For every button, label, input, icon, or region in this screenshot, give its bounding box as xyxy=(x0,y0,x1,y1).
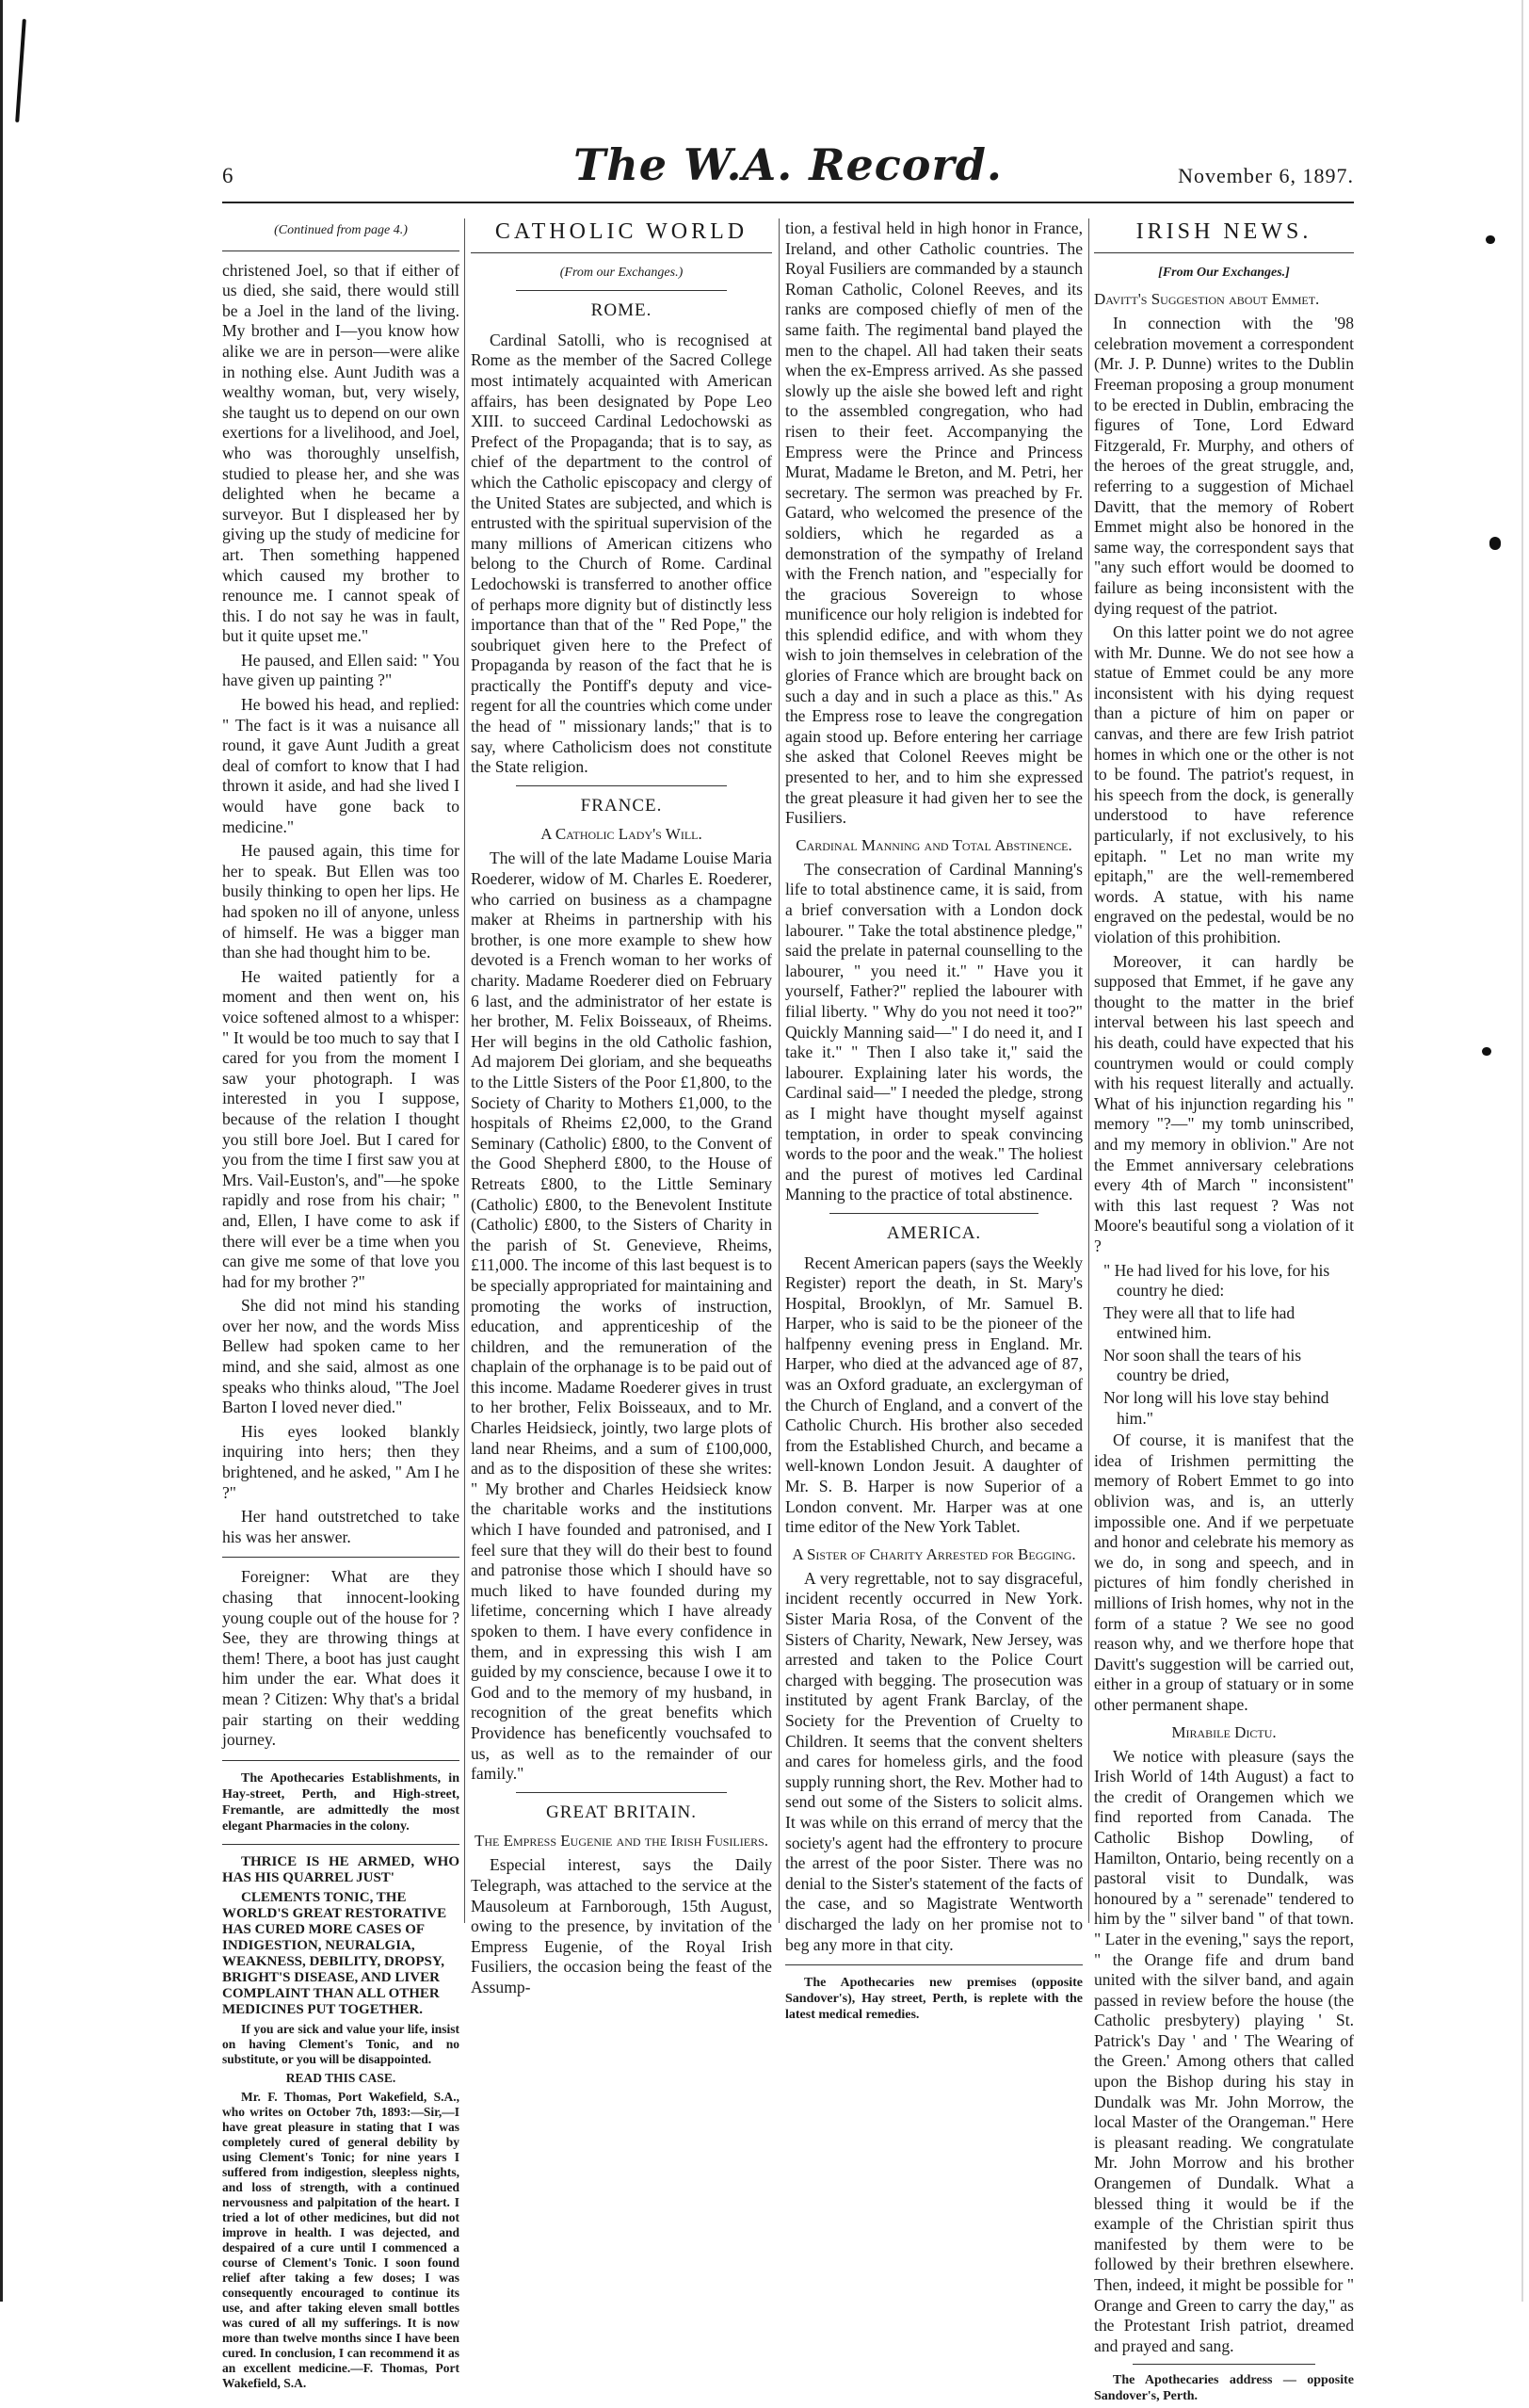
manning-article: The consecration of Cardinal Manning's life to total abstinence came, it is said, from a brief conversation with a London dock labourer. " Take the total abstinence pledge," said the prelate in paternal counselling to the labourer, " you need it." " Have you it yourself, Father?" replied the labourer with filial liberty. " Why do you not need it too?" Quickly Manning said—" I do need it, and I take it." " Then I also take it," said the labourer. Explaining later his words, the Cardinal said—" I needed the pledge, strong as I might have thought myself against temptation, in order to speak convincing words to the poor and the weak." The holiest and the purest of motives led Cardinal Manning to the practice of total abstinence. xyxy=(785,859,1083,1204)
empress-article: Especial interest, says the Daily Telegraph, was attached to the service at the Mausoleum at Farnborough, 15th August, owing to the presence, by invitation of the Empress Eugenie, of the Royal Irish Fusiliers, the occasion being the feast of the Assump- xyxy=(471,1855,772,1996)
empress-article-cont: tion, a festival held in high honor in France, Ireland, and other Catholic countries. The Royal Fusiliers are commanded by a staunch Roman Catholic, Colonel Reeves, and its ranks are composed chiefly of men of the same faith. The regimental band played the men to the chapel. All had taken their seats when the ex-Empress arrived. As she passed slowly up the aisle she bowed left and right to the assembled congregation, who had risen to their feet. Accompanying the Empress were the Prince and Princess Murat, Madame le Breton, and M. Petri, her secretary. The sermon was preached by Fr. Gatard, who welcomed the presence of the soldiers, which he regarded as a demonstration of the sympathy of Ireland with the French nation, and "especially for the gracious Sovereign to whose munificence our holy religion is indebted for this splendid edifice, and with whom they wish to join themselves in celebration of the glories of France which are brought back on such a day and in such a place as this." As the Empress rose to leave the congregation again stood up. Before entering her carriage she asked that Colonel Reeves might be presented to her, and to him she expressed the great pleasure it had given her to see the Fusiliers. xyxy=(785,218,1083,828)
divider xyxy=(1094,252,1354,253)
column-rule xyxy=(1088,218,1089,1923)
tonic-ad-body: CLEMENTS TONIC, THE WORLD'S GREAT RESTORATIVE HAS CURED MORE CASES OF INDIGESTION, NEURALGIA, WEAKNESS, DEBILITY, DROPSY, BRIGHT'S DISEASE, AND LIVER COMPLAINT THAN ALL OTHER MEDICINES PUT TOGETHER. xyxy=(222,1889,447,2017)
poem-line: Nor long will his love stay behind him." xyxy=(1103,1388,1329,1428)
section-heading: IRISH NEWS. xyxy=(1135,219,1312,244)
america-heading: AMERICA. xyxy=(886,1222,982,1243)
column-catholic-world xyxy=(471,218,772,2002)
will-heading: A Catholic Lady's Will. xyxy=(540,825,702,844)
tonic-ad-note: If you are sick and value your life, insist on having Clement's Tonic, and no substitute, or you will be disappointed. xyxy=(222,2021,459,2066)
mirabile-article: We notice with pleasure (says the Irish World of 14th August) a fact to the credit of Orangemen which we find reported from Canada. The Catholic Bishop Dowling, of Hamilton, Ontario, being recently on a pastoral visit to Dundalk, was honoured by a " serenade" tendered to him by the " silver band " of that town. " Later in the evening," says the report, " the Orange fife and drum band united with the silver band, and again passed in review before the house (the Catholic presbytery) playing ' St. Patrick's Day ' and ' The Wearing of the Green.' Among others that called upon the Bishop during his stay in Dundalk was Mr. John Morrow, the local Master of the Orangeman." Here is pleasant reading. We congratulate Mr. John Morrow and his brother Orangemen of Dundalk. What a blessed thing it would be if the example of the Christian spirit thus manifested by them were to be followed by their brethren elsewhere. Then, indeed, it might be possible for " Orange and Green to carry the day," as the Protestant Irish patriot, dreamed and prayed and sang. xyxy=(1094,1746,1354,2355)
page-edge-right xyxy=(1521,0,1523,2302)
emmet-paragraph: On this latter point we do not agree with Mr. Dunne. We do not see how a statue of Emmet could be any more inconsistent with his dying request than a picture of him on paper or canvas, and there are few Irish patriot homes in which one or the other is not to be found. The patriot's request, in his speech from the dock, is generally understood to have reference particularly, if not exclusively, to his epitaph. " Let no man write my epitaph," are the well-remembered words. A statue, with his name engraved on the pedestal, would be no violation of this prohibition. xyxy=(1094,622,1354,946)
story-paragraph: christened Joel, so that if either of us died, she said, there would still be a Joel in the land of the living. My brother and I—you know how alike we are in person—were alike in nothing else. Aunt Judith was a wealthy woman, but, very wisely, she taught us to depend on our own exertions for a livelihood, and Joel, who was thoroughly unselfish, studied to please her, and she was delighted when he became a surveyor. But I displeased her by giving up the study of medicine for art. Then something happened which caused my brother to renounce me. I cannot speak of this. I do not say he was in fault, but it quite upset me." xyxy=(222,260,459,646)
column-rule xyxy=(779,218,780,1923)
divider xyxy=(222,1557,459,1558)
column-irish-news xyxy=(1094,218,1354,2408)
scan-mark xyxy=(15,19,26,122)
tonic-ad-read: READ THIS CASE. xyxy=(285,2070,396,2085)
mirabile-heading: Mirabile Dictu. xyxy=(1171,1722,1277,1741)
will-article: The will of the late Madame Louise Maria Roederer, widow of M. Charles E. Roederer, who carried on business as a champagne maker at Rheims in partnership with his brother, is one more example to shew how devoted is a French woman to her works of charity. Madame Roederer died on February 6 last, and the administrator of her estate is her brother, M. Felix Boisseaux, of Rheims. Her will begins in the old Catholic fashion, Ad majorem Dei gloriam, and she bequeaths to the Little Sisters of the Poor £1,800, to the Society of Charity to Mothers £1,000, to the hospitals of Rheims £2,000, to the Grand Seminary (Catholic) £800, to the Convent of the Good Shepherd £800, to the House of Retreats £800, to the Little Seminary (Catholic) £800, to the Benevolent Institute (Catholic) £800, to the Sisters of Charity in the parish of St. Genevieve, Rheims, £11,000. The income of this last bequest is to be specially appropriated for maintaining and promoting the works of instruction, education, and apprenticeship of the children, and the remuneration of the chaplain of the orphanage is to be paid out of this income. Madame Roederer gives in trust to her brother, Felix Boisseaux, and to Mr. Charles Heidsieck, jointly, two large plots of land near Rheims, and a sum of £100,000, and as to the disposition of these she writes: " My brother and Charles Heidsieck know the charitable works and the institutions which I have founded and patronised, and I feel sure that they will do their best to found and patronise those which I should have so much liked to have founded during my lifetime, concerning which I have already spoken to them. I have every confidence in them, and in expressing this wish I am guided by my conscience, because I owe it to God and to the memory of my husband, in recognition of the great benefits which Providence has beneficently vouchsafed to us, as well as to the remainder of our family." xyxy=(471,848,772,1784)
emmet-paragraph: Moreover, it can hardly be supposed that Emmet, if he gave any thought to the matter in the brief interval between his last speech and his death, could have expected that his countrymen would or could comply with his request literally and actually. What of his injunction regarding his " memory "?—" my tomb uninscribed, and my memory in oblivion." Are not the Emmet anniversary celebrations every 4th of March " inconsistent" with this last request ? Was not Moore's beautiful song a violation of it ? xyxy=(1094,951,1354,1255)
continued-note: (Continued from page 4.) xyxy=(274,223,408,237)
story-paragraph: He paused, and Ellen said: " You have given up painting ?" xyxy=(222,650,459,690)
apothecaries-ad: The Apothecaries new premises (opposite Sandover's), Hay street, Perth, is replete with the latest medical remedies. xyxy=(785,1976,1083,2023)
page-header xyxy=(222,139,1354,196)
section-heading: CATHOLIC WORLD xyxy=(494,219,748,244)
exchanges-note: (From our Exchanges.) xyxy=(559,265,684,280)
poem-line: Nor soon shall the tears of his country be dried, xyxy=(1103,1345,1302,1385)
story-paragraph: He waited patiently for a moment and then went on, his voice softened almost to a whisper: " It would be too much to say that I cared for you from the moment I saw your photograph. I was interested in you I suppose, because of the relation I thought you still bore Joel. But I cared for you from the time I first saw you at Mrs. Vail-Euston's, and"—he spoke rapidly and rose from his chair; " and, Ellen, I have come to ask if there will ever be a time when you can give me some of that love you had for my brother ?" xyxy=(222,966,459,1291)
tonic-ad-title: THRICE IS HE ARMED, WHO HAS HIS QUARREL JUST' xyxy=(222,1853,459,1885)
emmet-heading: Davitt's Suggestion about Emmet. xyxy=(1094,290,1320,309)
france-heading: FRANCE. xyxy=(580,795,663,816)
apothecaries-ad: The Apothecaries Establishments, in Hay-street, Perth, and High-street, Fremantle, are admittedly the most elegant Pharmacies in the colony. xyxy=(222,1770,459,1834)
story-paragraph: She did not mind his standing over her now, and the words Miss Bellew had spoken came to her mind, and she said, almost as one speaks who thinks aloud, "The Joel Barton I loved never died." xyxy=(222,1296,459,1417)
divider xyxy=(785,1964,1083,1965)
divider xyxy=(516,1792,727,1793)
header-rule xyxy=(222,202,1354,203)
column-continued xyxy=(785,218,1083,2027)
divider xyxy=(829,1213,1038,1214)
america-article: Recent American papers (says the Weekly Register) report the death, in St. Mary's Hospital, Brooklyn, of Mr. Samuel B. Harper, who is said to be the pioneer of the halfpenny evening press in England. Mr. Harper, who died at the advanced age of 87, was an Oxford graduate, an exclergyman of the Church of England, and a convert of the Catholic Church. His brother also seceded from the Established Church, and became a well-known London Jesuit. A daughter of Mr. S. B. Harper is now Superior of a London convent. Mr. Harper was at one time editor of the New York Tablet. xyxy=(785,1252,1083,1537)
poem-line: They were all that to life had entwined him. xyxy=(1103,1302,1296,1343)
scan-blot xyxy=(1486,235,1495,244)
story-paragraph: Her hand outstretched to take his was her answer. xyxy=(222,1507,459,1546)
tonic-ad-case: Mr. F. Thomas, Port Wakefield, S.A., who writes on October 7th, 1893:—Sir,—I have great pleasure in stating that I was completely cured of general debility by using Clement's Tonic; for nine years I suffered from indigestion, sleepless nights, and loss of strength, with a continued nervousness and palpitation of the heart. I tried a lot of other medicines, but did not improve in health. I was dejected, and despaired of a cure until I commenced a course of Clement's Tonic. I soon found relief after taking a few doses; I was consequently encouraged to continue its use, and after taking eleven small bottles was cured of all my sufferings. It is now more than twelve months since I have been cured. In conclusion, I can recommend it as an excellent medicine.—F. Thomas, Port Wakefield, S.A. xyxy=(222,2089,459,2390)
divider xyxy=(516,785,727,786)
divider xyxy=(1133,2364,1314,2365)
column-rule xyxy=(464,218,465,1923)
column-story xyxy=(222,218,459,2395)
poem-line: " He had lived for his love, for his country he died: xyxy=(1103,1260,1330,1301)
scan-blot xyxy=(1482,1047,1491,1056)
story-paragraph: His eyes looked blankly inquiring into hers; then they brightened, and he asked, " Am I he ?" xyxy=(222,1421,459,1502)
sister-heading: A Sister of Charity Arrested for Begging. xyxy=(792,1544,1076,1563)
divider xyxy=(222,1760,459,1761)
exchanges-note: [From Our Exchanges.] xyxy=(1158,265,1290,280)
apothecaries-ad: The Apothecaries address — opposite Sandover's, Perth. xyxy=(1094,2373,1354,2404)
rome-article: Cardinal Satolli, who is recognised at Rome as the member of the Sacred College most intimately acquainted with American affairs, has been designated by Pope Leo XIII. to succeed Cardinal Ledochowski as Prefect of the Propaganda; that is to say, as chief of the department to the control of which the Catholic episcopacy and clergy of the United States are subjected, and which is entrusted with the spiritual supervision of the many millions of American citizens who belong to the Church of Rome. Cardinal Ledochowski is transferred to another office of perhaps more dignity but of distinctly less importance than that of the " Red Pope," the soubriquet given here to the Prefect of Propaganda by reason of the fact that he is practically the Pontiff's deputy and vice-regent for all the countries which come under the head of " missionary lands;" that is to say, where Catholicism does not constitute the State religion. xyxy=(471,330,772,777)
emmet-paragraph: Of course, it is manifest that the idea of Irishmen permitting the memory of Robert Emmet to go into oblivion was, and is, an utterly impossible one. And if we perpetuate and honor and celebrate his memory as we do, in song and speech, and in pictures of him fondly cherished in millions of Irish homes, why not in the form of a statue ? We see no good reason why, and we therfore hope that Davitt's suggestion will be carried out, either in a group of statuary or in some other permanent shape. xyxy=(1094,1430,1354,1714)
scan-blot xyxy=(1489,537,1501,550)
page-number: 6 xyxy=(222,164,233,187)
divider xyxy=(222,1844,459,1845)
empress-heading: The Empress Eugenie and the Irish Fusiliers. xyxy=(474,1832,769,1850)
rome-heading: ROME. xyxy=(590,300,652,321)
divider xyxy=(222,250,459,251)
masthead-title: The W.A. Record. xyxy=(573,139,1003,190)
manning-heading: Cardinal Manning and Total Abstinence. xyxy=(796,835,1072,854)
story-paragraph: He bowed his head, and replied: " The fact is it was a nuisance all round, it gave Aunt Judith a great deal of comfort to know that I had thrown it aside, and had she lived I would have gone back to medicine." xyxy=(222,695,459,836)
britain-heading: GREAT BRITAIN. xyxy=(546,1802,697,1822)
divider xyxy=(471,252,772,253)
page-edge xyxy=(0,0,3,2302)
joke-paragraph: Foreigner: What are they chasing that innocent-looking young couple out of the house for ? See, they are throwing things at them! There, a boot has just caught him under the ear. What does it mean ? Citizen: Why that's a bridal pair starting on their wedding journey. xyxy=(222,1567,459,1750)
emmet-paragraph: In connection with the '98 celebration movement a correspondent (Mr. J. P. Dunne) writes to the Dublin Freeman proposing a group monument to be erected in Dublin, embracing the figures of Tone, Lord Edward Fitzgerald, Fr. Murphy, and others of the heroes of the great struggle, and, referring to a suggestion of Michael Davitt, that the memory of Robert Emmet might also be honored in the same way, the correspondent says that "any such effort would be doomed to failure as being inconsistent with the dying request of the patriot. xyxy=(1094,314,1354,618)
story-paragraph: He paused again, this time for her to speak. But Ellen was too busily thinking to open her lips. He had spoken no ill of anyone, unless of himself. He was a bigger man than she had thought him to be. xyxy=(222,841,459,962)
issue-date: November 6, 1897. xyxy=(1178,164,1354,187)
sister-article: A very regrettable, not to say disgraceful, incident recently occurred in New York. Sister Maria Rosa, of the Convent of the Sisters of Charity, Newark, New Jersey, was arrested and taken to the Police Court charged with begging. The prosecution was instituted by agent Frank Barclay, of the Society for the Prevention of Cruelty to Children. It seems that the convent shelters and cares for homeless girls, and the food supply running short, the Rev. Mother had to send out some of the Sisters to solicit alms. It was while on this errand of mercy that the society's agent had the effrontery to procure the arrest of the poor Sister. There was no denial to the Sister's statement of the facts of the case, and so Magistrate Wentworth discharged the lady on her promise not to beg any more in that city. xyxy=(785,1568,1083,1954)
divider xyxy=(516,290,727,291)
